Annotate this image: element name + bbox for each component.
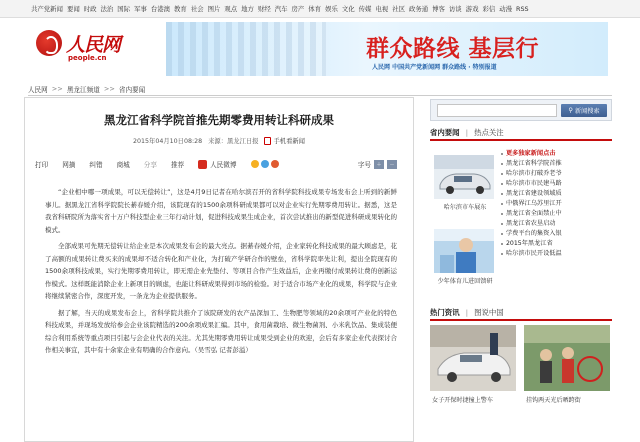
article-meta	[25, 136, 413, 145]
tencent-weibo-icon[interactable]	[261, 160, 269, 168]
nav-link[interactable]: 传媒	[358, 5, 372, 13]
nav-link[interactable]: 地方	[241, 5, 254, 13]
nav-link[interactable]: 文化	[341, 5, 355, 13]
breadcrumb-separator: >>	[103, 84, 115, 93]
list-item[interactable]: 黑龙江省科学院首推	[500, 159, 612, 169]
breadcrumb	[28, 82, 612, 96]
nav-link[interactable]: 娱乐	[325, 5, 338, 13]
nav-link[interactable]: 共产党新闻	[31, 5, 63, 13]
nav-link[interactable]: 社区	[392, 5, 405, 13]
list-item[interactable]: 黑龙江省农垦启动	[500, 219, 612, 229]
tab-divider: |	[465, 127, 469, 137]
nav-link[interactable]: 台港澳	[150, 5, 171, 13]
banner-subtitle: 人民网 中国共产党新闻网 群众路线 · 特别报道	[372, 64, 497, 71]
article-panel	[24, 97, 414, 442]
print-button[interactable]: 打印	[35, 161, 49, 169]
local-news-list	[500, 149, 612, 259]
nav-link[interactable]: 房产	[291, 5, 305, 13]
thumbnail-caption[interactable]: 哈尔滨市车展东	[443, 204, 487, 211]
article-paragraph: “企业相中哪一项成果，可以无偿转让”，这是4月9日记者在哈尔滨召开的省科学院科技成果专场发布会上听到的新鲜事儿。据黑龙江省科学院院长綦春媛介绍，该院现有的1500余项科研成果都可以对企业实行先期零费用转让。据悉，这是我省科研院所为落实省十万户科技型企业三年行动计划，促进科技成果生成企业，首次尝试推出的新型促进科研成果转化的模式。	[45, 188, 397, 234]
nav-link[interactable]: RSS	[516, 4, 529, 13]
tab-hot-info[interactable]: 热门资讯	[430, 307, 460, 317]
street-photo[interactable]	[524, 325, 610, 391]
banner-slogan: 群众路线 基层行	[366, 36, 540, 62]
social-share-icons	[251, 160, 279, 168]
nav-link[interactable]: 要闻	[66, 5, 80, 13]
recommend-button[interactable]: 推荐	[170, 161, 185, 169]
tab-china-pics[interactable]: 图说中国	[474, 307, 504, 317]
list-item[interactable]: 更多独家新闻点击	[500, 149, 612, 159]
weibo-label: 人民微博	[210, 161, 237, 169]
breadcrumb-separator: >>	[51, 84, 63, 93]
nav-link[interactable]: 访谈	[448, 5, 462, 13]
porsche-photo[interactable]	[430, 325, 516, 391]
top-nav-bar	[0, 0, 640, 18]
nav-link[interactable]: 动漫	[499, 5, 513, 13]
logo-url: people.cn	[68, 54, 107, 62]
search-button[interactable]	[561, 104, 607, 117]
search-icon: ⚲	[568, 107, 573, 114]
breadcrumb-heilongjiang[interactable]: 黑龙江频道	[66, 85, 100, 94]
share-label: 分享	[143, 161, 157, 169]
font-size-label: 字号	[357, 161, 371, 169]
list-item[interactable]: 哈尔滨市市民建马路	[500, 179, 612, 189]
youth-sports-thumbnail[interactable]	[434, 229, 494, 273]
article-paragraph: 据了解，当天的成果发布会上，省科学院共推介了该院研发的农产品深加工、生物肥等领域的20余项可产业化的特色科技成果，并现场发放给参会企业该院精选的200余项成果汇编。其中，食用菌栽培、微生物菌剂、小米乳饮品、集成装便综合利用系统等重点项目引起与会企业代表的关注。尤其先期零费用转让成果受到企业的欢迎，会后有多家企业代表探讨合作相关事宜，其中有十余家企业有明确的合作意向。（吴雪弘 记者彭溢）	[45, 308, 397, 354]
weibo-icon	[198, 160, 207, 169]
nav-link[interactable]: 图片	[207, 5, 221, 13]
thumbnail-caption[interactable]: 少年体育儿进回馈研	[437, 278, 493, 285]
nav-link[interactable]: 法治	[100, 5, 114, 13]
article-paragraph: 全部成果可先期无偿转让给企业是本次成果发布会的最大亮点。据綦春媛介绍，企业家转化科技成果的最大顾虑是，花了高额的成果转让费买来的成果却不适合转化和产业化，为打破产学研合作的壁垒，省科学院率先让利，提出全院现有的1500余项科技成果，实行先期零费用转让，即无需企业先垫付、等项目合作产生效益后，企业再缴付成果转让费的创新运作模式。这样既能消除企业上新项目的顾虑，也能让科研成果得到市场的检验。对于适合市场产业化的成果，科学院与企业将继续紧密合作，深度开发，一条龙为企业提供服务。	[45, 242, 397, 300]
banner-photo-strip	[166, 22, 326, 76]
nav-link[interactable]: 国际	[117, 5, 131, 13]
nav-link[interactable]: 教育	[174, 5, 187, 13]
breadcrumb-local-news[interactable]: 省内要闻	[118, 85, 146, 94]
people-logo[interactable]	[36, 26, 156, 70]
weibo-share-button[interactable]	[198, 159, 236, 169]
article-toolbar	[31, 155, 407, 173]
tab-local-news[interactable]: 省内要闻	[430, 127, 460, 137]
mobile-news-link[interactable]	[264, 136, 304, 145]
list-item[interactable]: 黑龙江省全面禁止中	[500, 209, 612, 219]
list-item[interactable]: 黑龙江省建设领域质	[500, 189, 612, 199]
photo-caption[interactable]: 女子开保时捷撞上警车	[432, 397, 493, 404]
logo-text: 人民网	[66, 34, 121, 56]
nav-link[interactable]: 彩信	[482, 5, 496, 13]
tab-divider: |	[465, 307, 469, 317]
list-item[interactable]: 2015年黑龙江省	[500, 239, 612, 249]
font-increase-icon[interactable]: ＋	[374, 160, 384, 169]
phone-icon	[264, 137, 271, 145]
renren-icon[interactable]	[271, 160, 279, 168]
list-item[interactable]: 哈尔滨市打破乔老爷	[500, 169, 612, 179]
correct-button[interactable]: 纠错	[89, 161, 103, 169]
campaign-banner[interactable]	[166, 22, 608, 76]
tab-hot-topics[interactable]: 热点关注	[474, 127, 504, 137]
article-body	[45, 186, 397, 361]
nav-link[interactable]: 观点	[224, 5, 238, 13]
article-date: 2015年04月10日08:28	[133, 138, 203, 145]
font-size-control	[358, 159, 397, 169]
nav-link[interactable]: 政务通	[408, 5, 429, 13]
breadcrumb-people[interactable]: 人民网	[28, 85, 48, 94]
search-box	[430, 99, 612, 121]
list-item[interactable]: 中俄界江乌苏里江开	[500, 199, 612, 209]
list-item[interactable]: 哈尔滨市民开设低温	[500, 249, 612, 259]
web-digest-button[interactable]: 网摘	[62, 161, 76, 169]
car-show-thumbnail[interactable]	[434, 155, 494, 199]
nav-link[interactable]: 时政	[83, 5, 97, 13]
font-decrease-icon[interactable]: －	[387, 160, 397, 169]
mall-button[interactable]: 商城	[116, 161, 130, 169]
nav-link[interactable]: 电视	[375, 5, 389, 13]
nav-link[interactable]: 财经	[257, 5, 271, 13]
article-title: 黑龙江省科学院首推先期零费用转让科研成果	[104, 113, 334, 127]
nav-link[interactable]: 博客	[432, 5, 445, 13]
nav-link[interactable]: 体育	[308, 5, 322, 13]
hot-pics-header	[430, 305, 612, 321]
photo-caption[interactable]: 挂钩两天光后晒跨街	[526, 397, 581, 404]
logo-mark-icon	[36, 30, 62, 56]
search-input[interactable]	[437, 104, 557, 117]
right-sidebar	[430, 97, 612, 442]
mobile-news-label: 手机看新闻	[273, 138, 305, 145]
nav-link[interactable]: 军事	[134, 5, 147, 13]
search-button-label: 新闻搜索	[574, 108, 600, 115]
article-source[interactable]: 来源：黑龙江日报	[208, 138, 259, 145]
qzone-icon[interactable]	[251, 160, 259, 168]
nav-link[interactable]: 游戏	[465, 5, 479, 13]
local-news-header	[430, 125, 612, 141]
list-item[interactable]: 学费平台的集资入银	[500, 229, 612, 239]
nav-link[interactable]: 汽车	[274, 5, 288, 13]
nav-link[interactable]: 社会	[190, 5, 204, 13]
